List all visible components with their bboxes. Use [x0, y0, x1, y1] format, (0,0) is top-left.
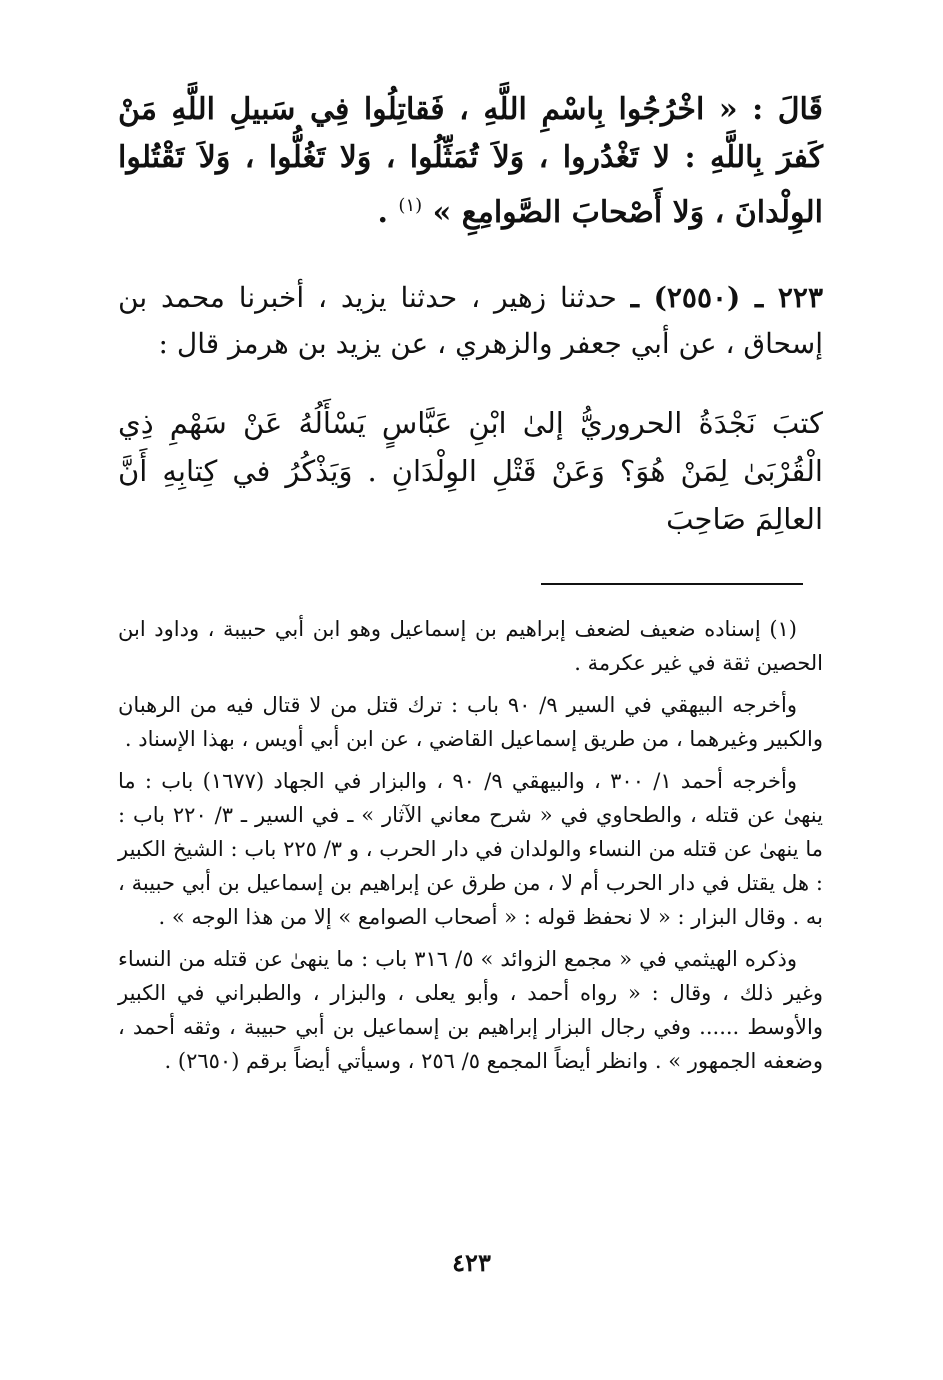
main-text [118, 86, 823, 543]
hadith-number: ٢٢٣ ـ (٢٥٥٠) ـ [630, 281, 824, 314]
quote-text: قَالَ : « اخْرُجُوا بِاسْمِ اللَّهِ ، فَقاتِلُوا فِي سَبيلِ اللَّهِ مَنْ كَفرَ بِاللَّهِ : لا تَغْدُروا ، وَلاَ تُمَثِّلُوا ، وَلا تَغُلُّوا ، وَلاَ تَقْتُلوا الوِلْدانَ ، وَلا أَصْحابَ الصَّوامِعِ » [118, 92, 823, 230]
footnote-1: (١) إسناده ضعيف لضعف إبراهيم بن إسماعيل وهو ابن أبي حبيبة ، وداود ابن الحصين ثقة في غير عكرمة . [118, 617, 823, 675]
footnote-paragraph: وذكره الهيثمي في « مجمع الزوائد » ٥/ ٣١٦ باب : ما ينهىٰ عن قتله من النساء وغير ذلك ، وقال : « رواه أحمد ، وأبو يعلى ، والبزار ، والطبراني في الكبير والأوسط ...... وفي رجال البزار إبراهيم بن إسماعيل بن أبي حبيبة ، وثقه أحمد ، وضعفه الجمهور » . وانظر أيضاً المجمع ٥/ ٢٥٦ ، وسيأتي أيضاً برقم (٢٦٥٠) . [118, 947, 823, 1073]
page-number: ٤٢٣ [452, 1248, 491, 1277]
hadith-header [118, 275, 823, 367]
hadith-isnad: حدثنا زهير ، حدثنا يزيد ، أخبرنا محمد بن إسحاق ، عن أبي جعفر والزهري ، عن يزيد بن هرمز قال : [118, 281, 823, 360]
footnote-divider [541, 583, 803, 585]
prophetic-quote [118, 86, 823, 237]
footnotes-section [118, 612, 823, 1086]
footnote-paragraph: وأخرجه أحمد ١/ ٣٠٠ ، والبيهقي ٩/ ٩٠ ، والبزار في الجهاد (١٦٧٧) باب : ما ينهىٰ عن قتله ، والطحاوي في « شرح معاني الآثار » ـ في السير ـ ٣/ ٢٢٠ باب : ما ينهىٰ عن قتله من النساء والولدان في دار الحرب ، و ٣/ ٢٢٥ باب : الشيخ الكبير : هل يقتل في دار الحرب أم لا ، من طرق عن إبراهيم بن إسماعيل بن أبي حبيبة ، به . وقال البزار : « لا نحفظ قوله : « أصحاب الصوامع » إلا من هذا الوجه » . [118, 769, 823, 929]
quote-end: . [377, 195, 399, 230]
hadith-narration: كتبَ نَجْدَةُ الحروريُّ إلىٰ ابْنِ عَبَّاسٍ يَسْأَلُهُ عَنْ سَهْمِ ذِي الْقُرْبَىٰ لِمَنْ هُوَ؟ وَعَنْ قَتْلِ الوِلْدَانِ . وَيَذْكُرُ في كِتابِهِ أَنَّ العالِمَ صَاحِبَ [118, 406, 823, 536]
footnote-paragraph: وأخرجه البيهقي في السير ٩/ ٩٠ باب : ترك قتل من لا قتال فيه من الرهبان والكبير وغيرهما ، من طريق إسماعيل القاضي ، عن ابن أبي أويس ، بهذا الإسناد . [118, 693, 823, 751]
footnote-reference: (١) [398, 195, 423, 216]
